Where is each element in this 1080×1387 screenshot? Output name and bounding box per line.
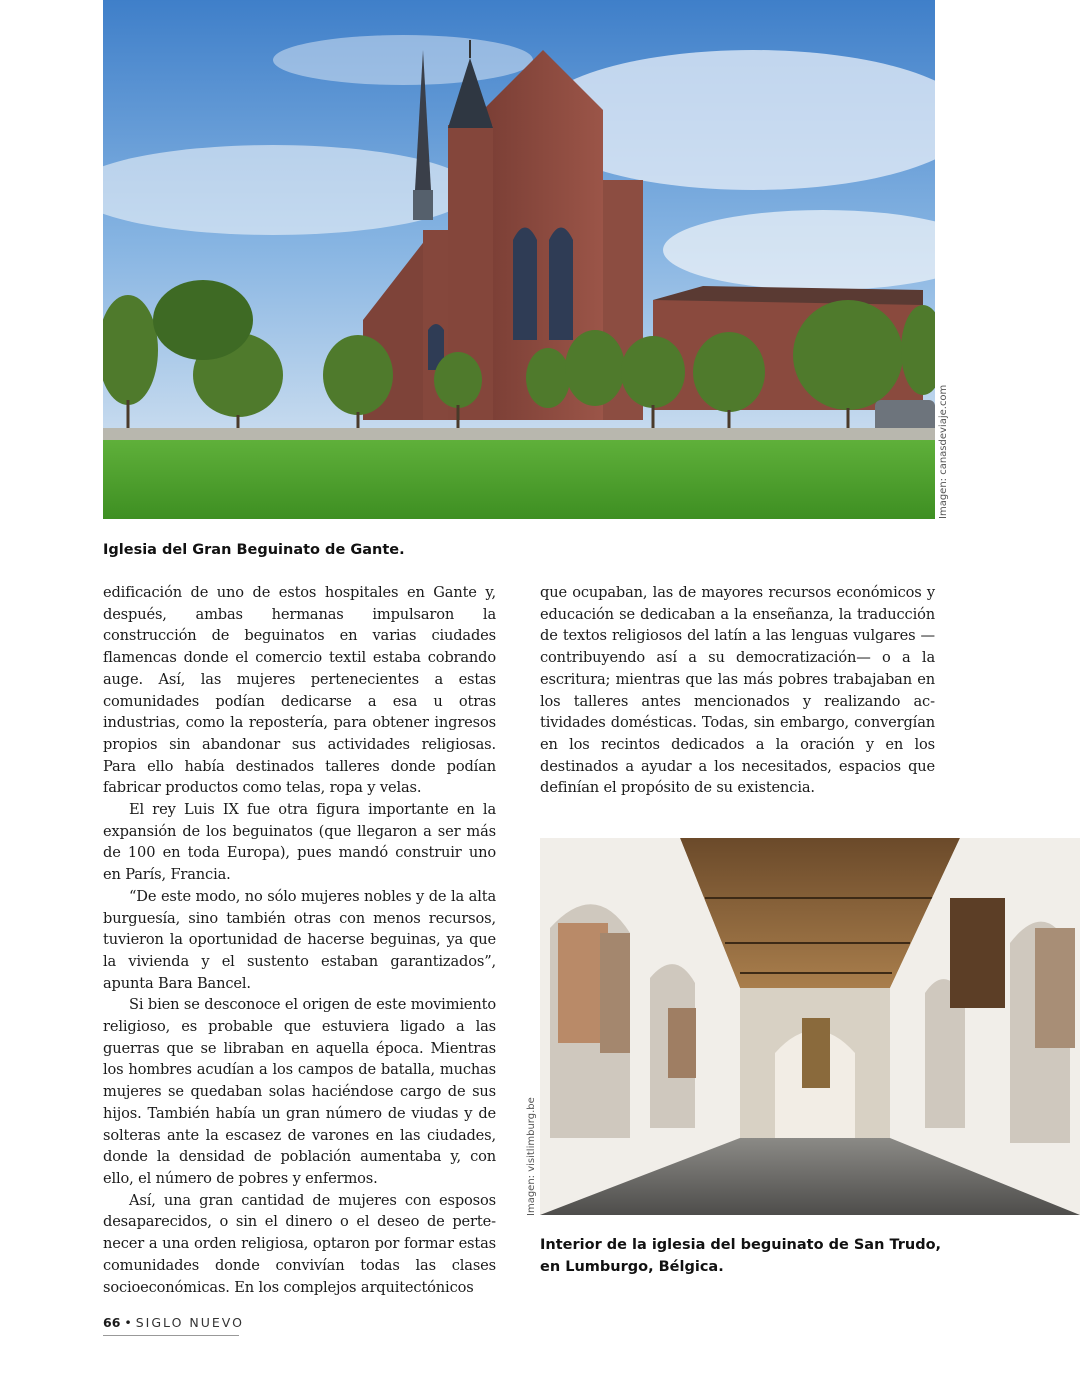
photo-credit-bottom: Imagen: visitlimburg.be (526, 1097, 537, 1216)
photo-caption-top: Iglesia del Gran Beguinato de Gante. (103, 542, 405, 558)
paragraph: edificación de uno de estos hospitales en Gante y, después, ambas hermanas impulsaron la construcción de beguinatos en varias ciudades flamencas donde el comercio textil estaba cobrando auge. Así, las mujeres pertenecientes a estas comunidades podían dedicarse a esa u otras industrias, como la repostería, para obtener ingresos propios sin abandonar sus actividades religiosas. Para ello había destinados talleres donde podían fabricar productos como telas, ropa y velas. (103, 584, 496, 797)
paragraph: El rey Luis IX fue otra figura importante en la expansión de los beguinatos (que llegaron a ser más de 100 en toda Europa), pues mandó construir uno en París, Francia. (103, 801, 496, 884)
paragraph: “De este modo, no sólo mujeres nobles y de la alta burguesía, sino también otras con menos recursos, tuvieron la oportunidad de hacerse beguinas, ya que la vivienda y el sustento estaban garantizados”, apunta Bara Bancel. (103, 887, 496, 992)
church-interior-photo (540, 838, 1080, 1215)
article-column-right (540, 582, 935, 799)
footer-separator: • (124, 1315, 132, 1330)
photo-credit-top: Imagen: canasdeviaje.com (938, 384, 949, 519)
paragraph: Así, una gran cantidad de mujeres con esposos desaparecidos, o sin el dinero o el deseo de pertenecer a una orden religiosa, optaron por formar estas comunidades donde convivían todas las clases socioeconómicas. En los complejos arquitectónicos (103, 1191, 496, 1296)
magazine-name: SIGLO NUEVO (135, 1315, 244, 1330)
page-number: 66 (103, 1315, 121, 1330)
paragraph: que ocupaban, las de mayores recursos económicos y educación se dedicaban a la enseñanza, la traducción de textos religiosos del latín a las lenguas vulgares —contribuyendo así a su democratización— o a la escritura; mientras que las más pobres trabajaban en los talleres antes mencionados y realizando actividades domésticas. Todas, sin embargo, convergían en los recintos dedicados a la oración y en los destinados a ayudar a los necesitados, espacios que definían el propósito de su existencia. (540, 584, 935, 797)
article-column-left (103, 582, 496, 1298)
paragraph: Si bien se desconoce el origen de este movimiento religioso, es probable que estuviera ligado a las guerras que se libraban en aquella época. Mientras los hombres acudían a los campos de batalla, muchas mujeres se quedaban solas haciéndose cargo de sus hijos. También había un gran número de viudas y de solteras ante la escasez de varones en las ciudades, donde la densidad de población aumentaba y, con ello, el número de pobres y enfermos. (103, 996, 496, 1187)
church-exterior-photo (103, 0, 935, 519)
photo-caption-bottom: Interior de la iglesia del beguinato de San Trudo, en Lumburgo, Bélgica. (540, 1237, 942, 1275)
page-footer (103, 1315, 244, 1336)
